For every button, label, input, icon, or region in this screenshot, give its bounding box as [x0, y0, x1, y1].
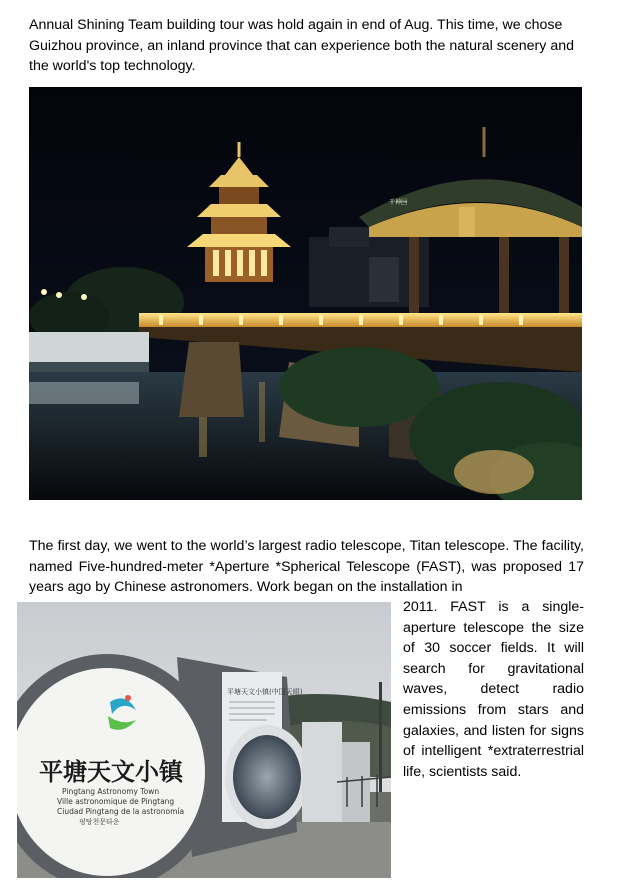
- intro-paragraph: Annual Shining Team building tour was hold again in end of Aug. This time, we chose Guizhou province, an inland province that can experience both the natural scenery and the world's top technology.: [29, 17, 574, 75]
- telescope-paragraph-continued: 2011. FAST is a single-aperture telescope the size of 30 soccer fields. It will search for gravitational waves, detect radio emissions from stars and galaxies, and listen for signs of intelligent *extraterrestrial life, scientists said.: [403, 599, 584, 780]
- astronomy-town-sign-photo: [17, 602, 391, 878]
- pavilion-sign-text: 千神: [389, 199, 408, 206]
- telescope-paragraph: The first day, we went to the world’s largest radio telescope, Titan telescope. The facility, named Five-hundred-meter *Aperture *Spherical Telescope (FAST), was proposed 17 years ago by Chinese astronomers. Work began on the installation in: [29, 538, 584, 596]
- sign-french-name: Ville astronomique de Pingtang: [57, 797, 175, 806]
- sign-english-name: Pingtang Astronomy Town: [62, 787, 160, 796]
- sign-spanish-name: Ciudad Pingtang de la astronomía: [57, 807, 185, 816]
- info-panel-title: 平塘天文小镇(中国天眼): [227, 688, 303, 696]
- sign-korean-name: 핑탕천문타운: [79, 818, 120, 826]
- sign-chinese-title: 平塘天文小镇: [39, 758, 183, 786]
- pavilion-night-photo: [29, 87, 582, 500]
